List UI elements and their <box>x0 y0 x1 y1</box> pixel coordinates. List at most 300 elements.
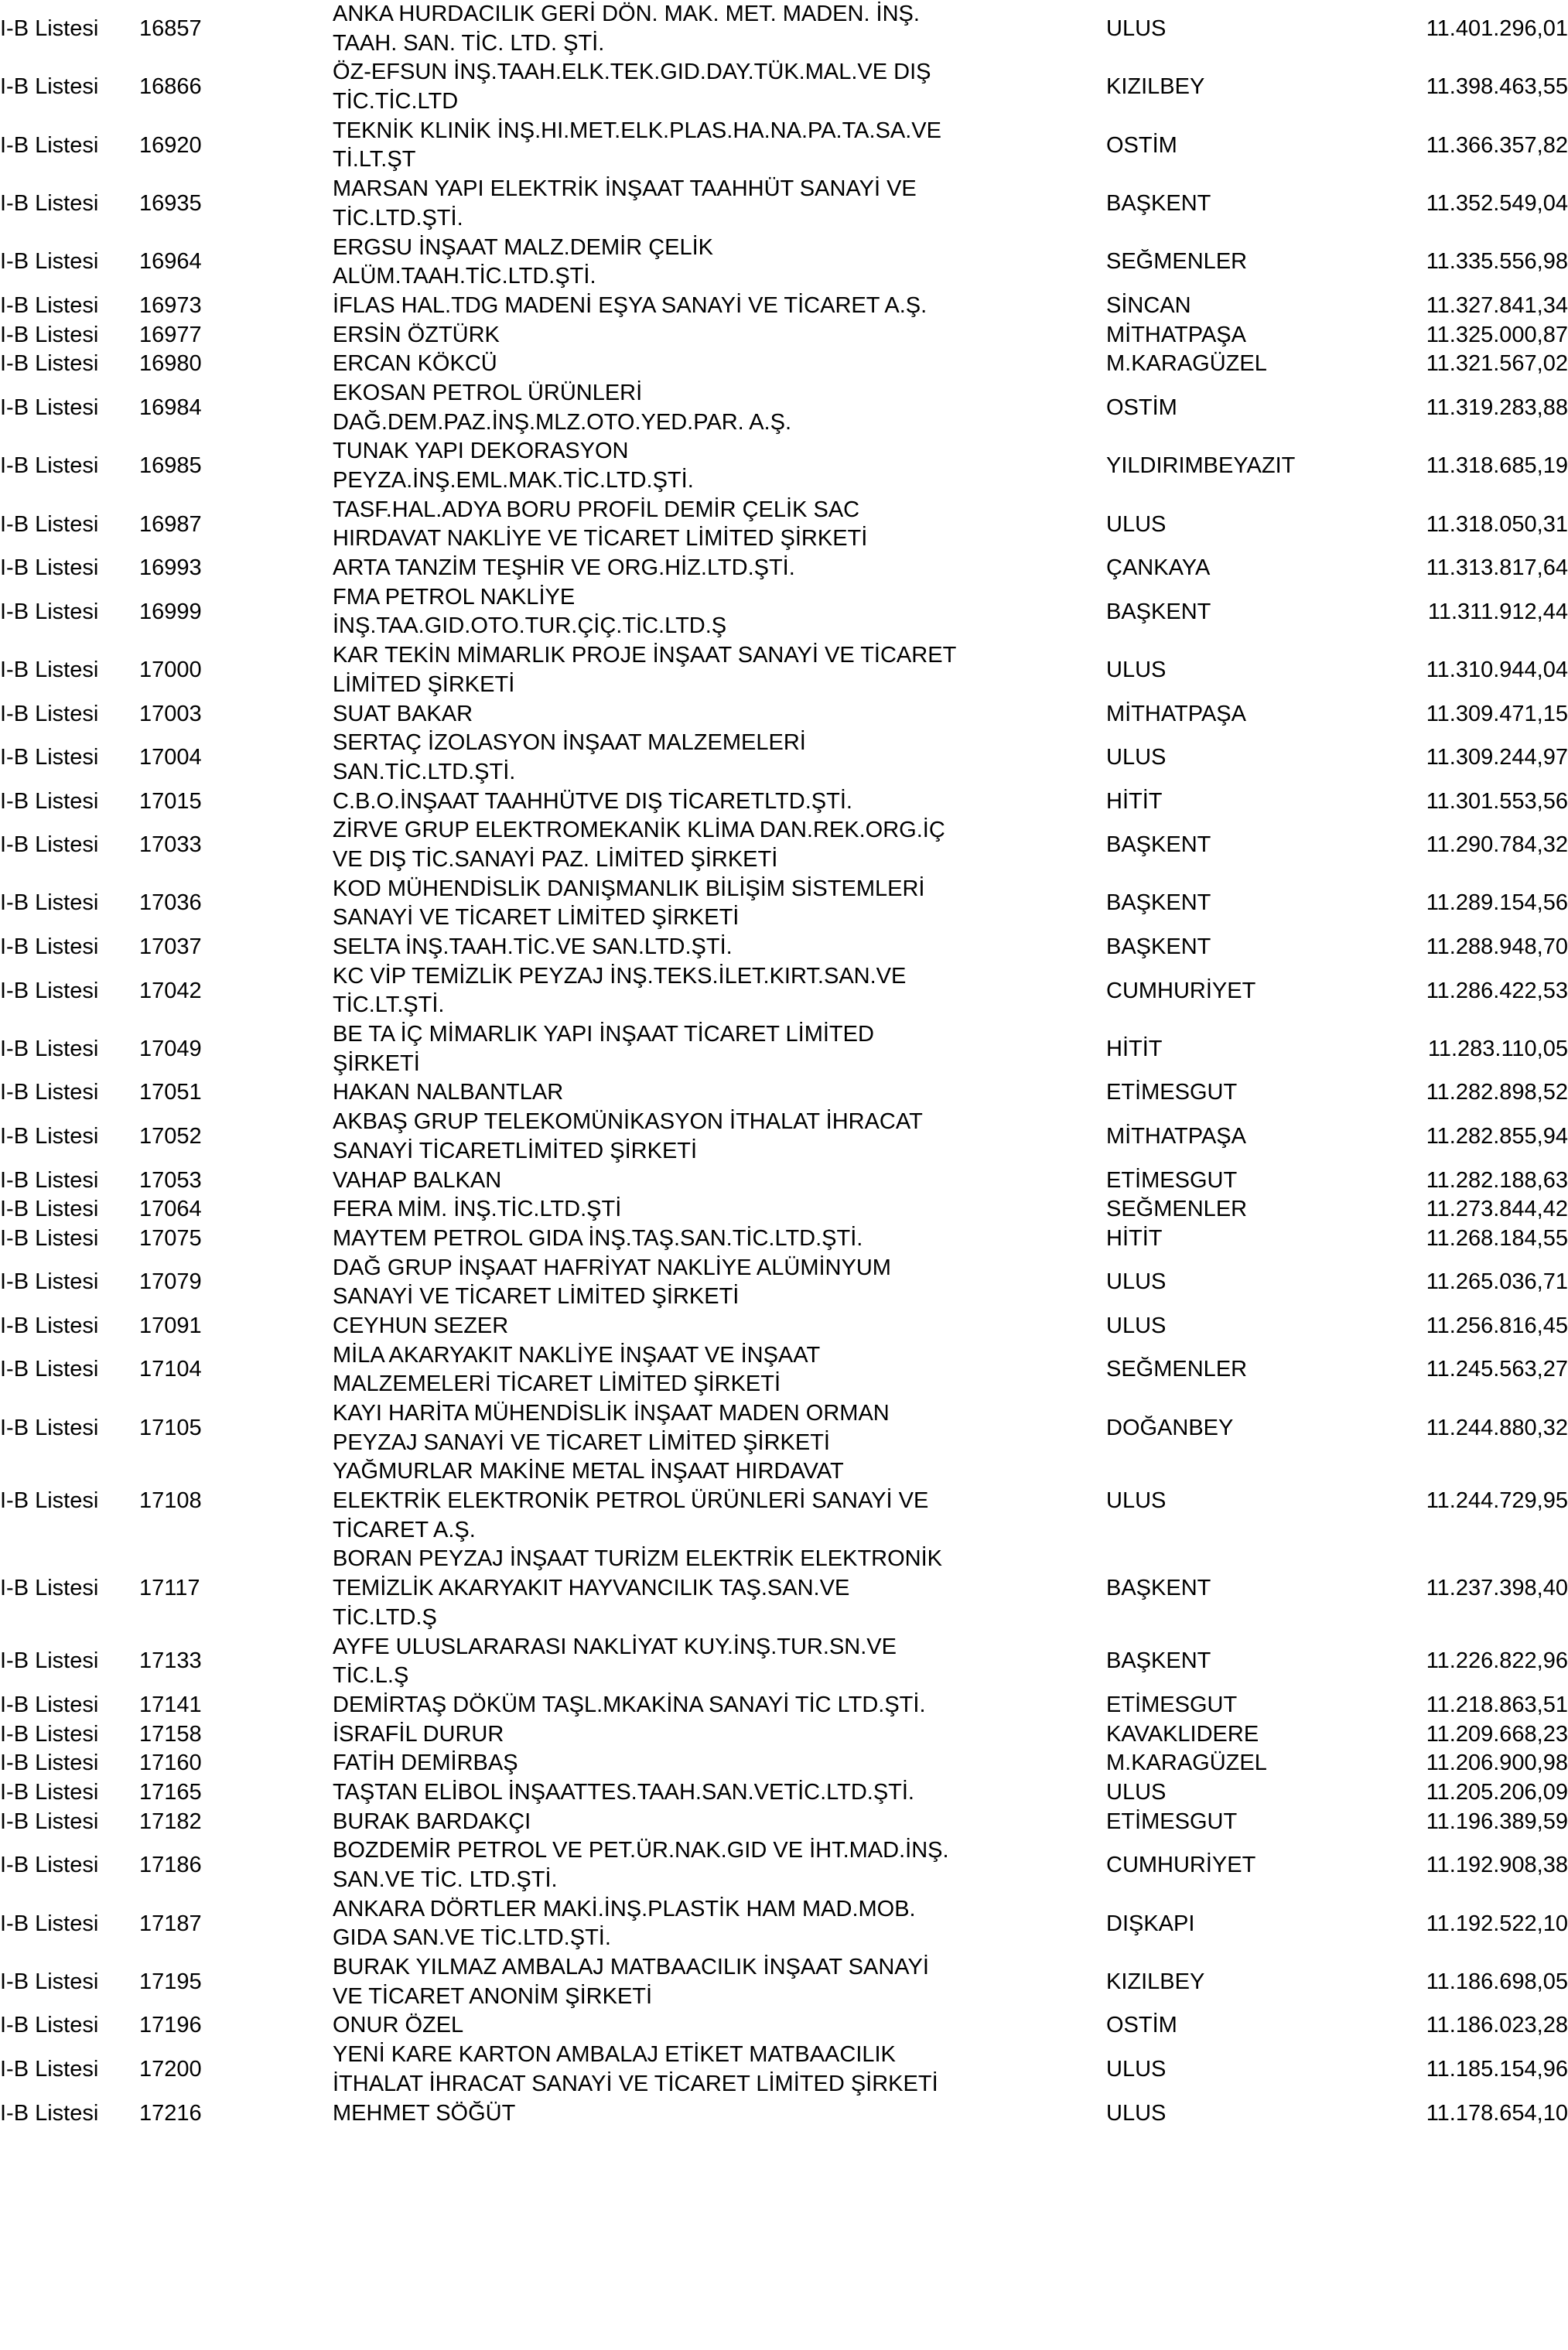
cell-sequence-no: 17141 <box>139 1692 202 1717</box>
taxpayer-name-lines <box>333 1720 1106 1750</box>
cell-sequence-no: 17186 <box>139 1853 202 1878</box>
taxpayer-name-line: DEMİRTAŞ DÖKÜM TAŞL.MKAKİNA SANAYİ TİC LTD.ŞTİ. <box>333 1692 926 1717</box>
cell-list-name: I-B Listesi <box>0 745 99 770</box>
cell-amount: 11.318.685,19 <box>1426 453 1568 479</box>
cell-amount: 11.265.036,71 <box>1426 1269 1568 1295</box>
cell-list-name: I-B Listesi <box>0 322 99 347</box>
cell-amount: 11.309.244,97 <box>1426 745 1568 770</box>
cell-list-name: I-B Listesi <box>0 1415 99 1440</box>
taxpayer-name-lines <box>333 554 1106 583</box>
cell-taxpayer-name <box>333 1108 1106 1166</box>
taxpayer-name-lines <box>333 729 1106 787</box>
cell-taxpayer-name <box>333 875 1106 933</box>
taxpayer-name-lines <box>333 1166 1106 1196</box>
taxpayer-name-line: İSRAFİL DURUR <box>333 1721 504 1747</box>
taxpayer-name-line: SANAYİ VE TİCARET LİMİTED ŞİRKETİ <box>333 905 740 931</box>
taxpayer-name-lines <box>333 175 1106 233</box>
cell-sequence-no: 17033 <box>139 832 202 858</box>
taxpayer-name-line: LİMİTED ŞİRKETİ <box>333 671 515 697</box>
cell-amount: 11.286.422,53 <box>1426 978 1568 1003</box>
cell-amount: 11.256.816,45 <box>1426 1313 1568 1338</box>
taxpayer-name-line: MALZEMELERİ TİCARET LİMİTED ŞİRKETİ <box>333 1371 781 1397</box>
cell-sequence-no: 17105 <box>139 1415 202 1440</box>
taxpayer-name-line: FMA PETROL NAKLİYE <box>333 584 576 610</box>
cell-tax-office: ÇANKAYA <box>1106 555 1211 581</box>
taxpayer-name-line: KOD MÜHENDİSLİK DANIŞMANLIK BİLİŞİM SİSTEMLERİ <box>333 876 925 901</box>
cell-amount: 11.288.948,70 <box>1426 934 1568 959</box>
cell-taxpayer-name <box>333 2011 1106 2041</box>
cell-taxpayer-name <box>333 729 1106 787</box>
cell-tax-office: ETİMESGUT <box>1106 1692 1238 1717</box>
taxpayer-name-line: KAYI HARİTA MÜHENDİSLİK İNŞAAT MADEN ORMAN <box>333 1401 890 1426</box>
taxpayer-name-line: TİC.LTD.ŞTİ. <box>333 205 463 231</box>
taxpayer-name-lines <box>333 1399 1106 1457</box>
cell-taxpayer-name <box>333 1399 1106 1457</box>
cell-taxpayer-name <box>333 816 1106 874</box>
cell-tax-office: CUMHURİYET <box>1106 1853 1256 1878</box>
cell-sequence-no: 17042 <box>139 978 202 1003</box>
cell-sequence-no: 16999 <box>139 599 202 624</box>
taxpayer-name-line: TİC.L.Ş <box>333 1663 409 1689</box>
cell-taxpayer-name <box>333 1691 1106 1720</box>
taxpayer-name-line: HAKAN NALBANTLAR <box>333 1080 564 1105</box>
cell-amount: 11.192.908,38 <box>1426 1853 1568 1878</box>
table-row <box>0 933 1568 962</box>
cell-list-name: I-B Listesi <box>0 1969 99 1994</box>
taxpayer-name-line: SANAYİ TİCARETLİMİTED ŞİRKETİ <box>333 1138 698 1163</box>
cell-taxpayer-name <box>333 1749 1106 1778</box>
cell-amount: 11.283.110,05 <box>1427 1036 1568 1061</box>
cell-taxpayer-name <box>333 1457 1106 1545</box>
cell-amount: 11.268.184,55 <box>1426 1225 1568 1251</box>
table-row <box>0 2011 1568 2041</box>
cell-tax-office: MİTHATPAŞA <box>1106 701 1246 726</box>
cell-sequence-no: 17049 <box>139 1036 202 1061</box>
cell-amount: 11.209.668,23 <box>1426 1721 1568 1747</box>
taxpayer-name-lines <box>333 292 1106 321</box>
cell-sequence-no: 16993 <box>139 555 202 581</box>
taxpayer-name-line: ANKA HURDACILIK GERİ DÖN. MAK. MET. MADEN. İNŞ. <box>333 2 920 26</box>
taxpayer-name-line: ERSİN ÖZTÜRK <box>333 322 500 347</box>
cell-amount: 11.185.154,96 <box>1426 2056 1568 2082</box>
cell-taxpayer-name <box>333 1953 1106 2011</box>
cell-sequence-no: 16985 <box>139 453 202 479</box>
taxpayer-name-line: SANAYİ VE TİCARET LİMİTED ŞİRKETİ <box>333 1284 740 1310</box>
taxpayer-name-line: MARSAN YAPI ELEKTRİK İNŞAAT TAAHHÜT SANAYİ VE <box>333 176 917 202</box>
table-row <box>0 117 1568 175</box>
taxpayer-name-line: SAN.VE TİC. LTD.ŞTİ. <box>333 1867 558 1892</box>
taxpayer-name-line: AYFE ULUSLARARASI NAKLİYAT KUY.İNŞ.TUR.SN.VE <box>333 1634 897 1659</box>
taxpayer-name-lines <box>333 787 1106 817</box>
cell-list-name: I-B Listesi <box>0 657 99 682</box>
cell-tax-office: M.KARAGÜZEL <box>1106 1751 1267 1776</box>
cell-sequence-no: 17200 <box>139 2056 202 2082</box>
cell-list-name: I-B Listesi <box>0 599 99 624</box>
table-row <box>0 350 1568 379</box>
cell-tax-office: SİNCAN <box>1106 292 1191 318</box>
cell-list-name: I-B Listesi <box>0 1576 99 1601</box>
taxpayer-name-line: AKBAŞ GRUP TELEKOMÜNİKASYON İTHALAT İHRACAT <box>333 1109 923 1135</box>
cell-sequence-no: 16984 <box>139 395 202 420</box>
cell-tax-office: HİTİT <box>1106 1036 1163 1061</box>
taxpayer-name-line: PEYZAJ SANAYİ VE TİCARET LİMİTED ŞİRKETİ <box>333 1429 830 1455</box>
cell-amount: 11.318.050,31 <box>1426 511 1568 537</box>
cell-taxpayer-name <box>333 379 1106 437</box>
cell-list-name: I-B Listesi <box>0 132 99 158</box>
cell-list-name: I-B Listesi <box>0 1692 99 1717</box>
cell-tax-office: KIZILBEY <box>1106 1969 1205 1994</box>
table-row <box>0 700 1568 729</box>
taxpayer-name-line: TAAH. SAN. TİC. LTD. ŞTİ. <box>333 30 605 56</box>
cell-sequence-no: 17037 <box>139 934 202 959</box>
taxpayer-name-line: VE TİCARET ANONİM ŞİRKETİ <box>333 1983 653 2009</box>
taxpayer-name-lines <box>333 234 1106 292</box>
cell-taxpayer-name <box>333 117 1106 175</box>
cell-list-name: I-B Listesi <box>0 292 99 318</box>
table-row <box>0 1633 1568 1691</box>
cell-amount: 11.192.522,10 <box>1426 1911 1568 1936</box>
cell-amount: 11.205.206,09 <box>1426 1779 1568 1805</box>
cell-amount: 11.196.389,59 <box>1426 1809 1568 1834</box>
table-row <box>0 1312 1568 1341</box>
table-row <box>0 875 1568 933</box>
cell-list-name: I-B Listesi <box>0 978 99 1003</box>
taxpayer-name-lines <box>333 379 1106 437</box>
cell-sequence-no: 17216 <box>139 2100 202 2126</box>
taxpayer-name-lines <box>333 58 1106 116</box>
cell-sequence-no: 16866 <box>139 74 202 100</box>
cell-amount: 11.401.296,01 <box>1426 15 1568 41</box>
table-row <box>0 816 1568 874</box>
taxpayer-name-line: TİCARET A.Ş. <box>333 1517 476 1542</box>
cell-amount: 11.282.898,52 <box>1426 1080 1568 1105</box>
taxpayer-name-line: DAĞ GRUP İNŞAAT HAFRİYAT NAKLİYE ALÜMİNYUM <box>333 1255 891 1280</box>
cell-sequence-no: 16973 <box>139 292 202 318</box>
cell-sequence-no: 17195 <box>139 1969 202 1994</box>
table-row <box>0 437 1568 495</box>
cell-list-name: I-B Listesi <box>0 1269 99 1295</box>
cell-amount: 11.313.817,64 <box>1426 555 1568 581</box>
table-row <box>0 1399 1568 1457</box>
cell-sequence-no: 17187 <box>139 1911 202 1936</box>
cell-amount: 11.289.154,56 <box>1426 890 1568 916</box>
cell-amount: 11.398.463,55 <box>1426 74 1568 100</box>
cell-sequence-no: 17052 <box>139 1123 202 1149</box>
cell-taxpayer-name <box>333 2099 1106 2129</box>
cell-taxpayer-name <box>333 58 1106 116</box>
cell-tax-office: BAŞKENT <box>1106 190 1211 216</box>
cell-sequence-no: 17196 <box>139 2013 202 2038</box>
cell-amount: 11.237.398,40 <box>1426 1576 1568 1601</box>
cell-list-name: I-B Listesi <box>0 1197 99 1222</box>
cell-tax-office: KIZILBEY <box>1106 74 1205 100</box>
cell-list-name: I-B Listesi <box>0 1357 99 1382</box>
cell-list-name: I-B Listesi <box>0 1225 99 1251</box>
cell-amount: 11.310.944,04 <box>1426 657 1568 682</box>
taxpayer-name-line: ARTA TANZİM TEŞHİR VE ORG.HİZ.LTD.ŞTİ. <box>333 555 795 581</box>
taxpayer-name-line: FERA MİM. İNŞ.TİC.LTD.ŞTİ <box>333 1197 622 1222</box>
table-row <box>0 1166 1568 1196</box>
cell-amount: 11.273.844,42 <box>1426 1197 1568 1222</box>
taxpayer-name-lines <box>333 1808 1106 1837</box>
cell-tax-office: ULUS <box>1106 2100 1167 2126</box>
taxpayer-name-line: ZİRVE GRUP ELEKTROMEKANİK KLİMA DAN.REK.ORG.İÇ <box>333 818 945 843</box>
cell-taxpayer-name <box>333 1225 1106 1254</box>
taxpayer-name-lines <box>333 1457 1106 1545</box>
cell-sequence-no: 17165 <box>139 1779 202 1805</box>
taxpayer-name-lines <box>333 1778 1106 1808</box>
cell-list-name: I-B Listesi <box>0 890 99 916</box>
table-row <box>0 321 1568 350</box>
cell-amount: 11.311.912,44 <box>1427 599 1568 624</box>
taxpayer-name-lines <box>333 1691 1106 1720</box>
taxpayer-name-line: SAN.TİC.LTD.ŞTİ. <box>333 759 516 784</box>
cell-sequence-no: 17160 <box>139 1751 202 1776</box>
cell-sequence-no: 17182 <box>139 1809 202 1834</box>
taxpayer-name-line: HIRDAVAT NAKLİYE VE TİCARET LİMİTED ŞİRKETİ <box>333 526 868 552</box>
table-row <box>0 1778 1568 1808</box>
taxpayer-name-line: BOZDEMİR PETROL VE PET.ÜR.NAK.GID VE İHT.MAD.İNŞ. <box>333 1838 949 1863</box>
cell-list-name: I-B Listesi <box>0 2100 99 2126</box>
table-row <box>0 1195 1568 1225</box>
taxpayer-name-lines <box>333 816 1106 874</box>
taxpayer-name-line: TAŞTAN ELİBOL İNŞAATTES.TAAH.SAN.VETİC.LTD.ŞTİ. <box>333 1779 914 1805</box>
cell-taxpayer-name <box>333 234 1106 292</box>
cell-sequence-no: 17117 <box>139 1576 200 1601</box>
cell-list-name: I-B Listesi <box>0 1167 99 1193</box>
cell-tax-office: ETİMESGUT <box>1106 1080 1238 1105</box>
cell-taxpayer-name <box>333 496 1106 554</box>
cell-amount: 11.335.556,98 <box>1426 249 1568 275</box>
taxpayer-name-lines <box>333 496 1106 554</box>
table-row <box>0 292 1568 321</box>
taxpayer-name-line: DAĞ.DEM.PAZ.İNŞ.MLZ.OTO.YED.PAR. A.Ş. <box>333 409 791 435</box>
taxpayer-name-line: VE DIŞ TİC.SANAYİ PAZ. LİMİTED ŞİRKETİ <box>333 846 778 872</box>
cell-tax-office: ULUS <box>1106 511 1167 537</box>
taxpayer-name-lines <box>333 962 1106 1020</box>
cell-amount: 11.178.654,10 <box>1426 2100 1568 2126</box>
cell-taxpayer-name <box>333 787 1106 817</box>
cell-taxpayer-name <box>333 1254 1106 1312</box>
table-row <box>0 1953 1568 2011</box>
cell-tax-office: OSTİM <box>1106 395 1177 420</box>
cell-sequence-no: 17091 <box>139 1313 202 1338</box>
cell-list-name: I-B Listesi <box>0 1809 99 1834</box>
cell-list-name: I-B Listesi <box>0 15 99 41</box>
cell-tax-office: BAŞKENT <box>1106 832 1211 858</box>
taxpayer-name-lines <box>333 321 1106 350</box>
cell-sequence-no: 17003 <box>139 701 202 726</box>
cell-list-name: I-B Listesi <box>0 788 99 814</box>
taxpayer-name-lines <box>333 0 1106 58</box>
cell-tax-office: ULUS <box>1106 2056 1167 2082</box>
cell-sequence-no: 17004 <box>139 745 202 770</box>
table-row <box>0 1895 1568 1953</box>
cell-tax-office: ULUS <box>1106 1779 1167 1805</box>
table-row <box>0 175 1568 233</box>
cell-list-name: I-B Listesi <box>0 2013 99 2038</box>
taxpayer-name-line: EKOSAN PETROL ÜRÜNLERİ <box>333 380 643 405</box>
cell-list-name: I-B Listesi <box>0 1123 99 1149</box>
taxpayer-name-lines <box>333 875 1106 933</box>
cell-list-name: I-B Listesi <box>0 249 99 275</box>
taxpayer-name-line: TEMİZLİK AKARYAKIT HAYVANCILIK TAŞ.SAN.VE <box>333 1576 850 1601</box>
taxpayer-name-lines <box>333 583 1106 641</box>
cell-tax-office: MİTHATPAŞA <box>1106 322 1246 347</box>
cell-sequence-no: 17108 <box>139 1488 202 1514</box>
cell-taxpayer-name <box>333 700 1106 729</box>
cell-amount: 11.282.188,63 <box>1426 1167 1568 1193</box>
cell-amount: 11.327.841,34 <box>1426 292 1568 318</box>
cell-sequence-no: 17104 <box>139 1357 202 1382</box>
cell-list-name: I-B Listesi <box>0 351 99 377</box>
cell-taxpayer-name <box>333 641 1106 699</box>
cell-list-name: I-B Listesi <box>0 511 99 537</box>
cell-amount: 11.186.698,05 <box>1426 1969 1568 1994</box>
cell-tax-office: MİTHATPAŞA <box>1106 1123 1246 1149</box>
taxpayer-name-line: BURAK YILMAZ AMBALAJ MATBAACILIK İNŞAAT SANAYİ <box>333 1955 929 1980</box>
cell-taxpayer-name <box>333 933 1106 962</box>
cell-tax-office: M.KARAGÜZEL <box>1106 351 1267 377</box>
cell-tax-office: SEĞMENLER <box>1106 1357 1248 1382</box>
cell-sequence-no: 16987 <box>139 511 202 537</box>
cell-list-name: I-B Listesi <box>0 1911 99 1936</box>
cell-list-name: I-B Listesi <box>0 1488 99 1514</box>
cell-list-name: I-B Listesi <box>0 1080 99 1105</box>
cell-taxpayer-name <box>333 1078 1106 1108</box>
taxpayer-name-line: YENİ KARE KARTON AMBALAJ ETİKET MATBAACILIK <box>333 2042 896 2068</box>
cell-list-name: I-B Listesi <box>0 832 99 858</box>
table-row <box>0 2041 1568 2099</box>
cell-tax-office: SEĞMENLER <box>1106 1197 1248 1222</box>
taxpayer-name-line: MEHMET SÖĞÜT <box>333 2100 516 2126</box>
table-row <box>0 554 1568 583</box>
cell-taxpayer-name <box>333 1895 1106 1953</box>
cell-tax-office: ULUS <box>1106 657 1167 682</box>
cell-taxpayer-name <box>333 1312 1106 1341</box>
table-row <box>0 1749 1568 1778</box>
cell-list-name: I-B Listesi <box>0 1779 99 1805</box>
table-row <box>0 1836 1568 1894</box>
taxpayer-name-line: ANKARA DÖRTLER MAKİ.İNŞ.PLASTİK HAM MAD.MOB. <box>333 1896 916 1921</box>
taxpayer-name-lines <box>333 641 1106 699</box>
taxpayer-name-line: SUAT BAKAR <box>333 701 473 726</box>
cell-sequence-no: 16857 <box>139 15 202 41</box>
taxpayer-name-line: GIDA SAN.VE TİC.LTD.ŞTİ. <box>333 1925 611 1951</box>
cell-tax-office: ULUS <box>1106 1269 1167 1295</box>
table-row <box>0 1545 1568 1632</box>
cell-list-name: I-B Listesi <box>0 74 99 100</box>
cell-tax-office: ULUS <box>1106 745 1167 770</box>
cell-list-name: I-B Listesi <box>0 1853 99 1878</box>
taxpayer-name-line: SERTAÇ İZOLASYON İNŞAAT MALZEMELERİ <box>333 730 806 756</box>
cell-taxpayer-name <box>333 962 1106 1020</box>
table-row <box>0 234 1568 292</box>
table-row <box>0 729 1568 787</box>
cell-amount: 11.366.357,82 <box>1426 132 1568 158</box>
taxpayer-name-lines <box>333 2099 1106 2129</box>
table-row <box>0 0 1568 58</box>
taxpayer-name-line: BORAN PEYZAJ İNŞAAT TURİZM ELEKTRİK ELEKTRONİK <box>333 1546 942 1572</box>
taxpayer-name-line: İFLAS HAL.TDG MADENİ EŞYA SANAYİ VE TİCARET A.Ş. <box>333 292 927 318</box>
cell-tax-office: YILDIRIMBEYAZIT <box>1106 453 1296 479</box>
table-row <box>0 1020 1568 1078</box>
cell-amount: 11.245.563,27 <box>1426 1357 1568 1382</box>
table-row <box>0 496 1568 554</box>
cell-tax-office: HİTİT <box>1106 788 1163 814</box>
cell-taxpayer-name <box>333 1195 1106 1225</box>
taxpayer-name-line: ERCAN KÖKCÜ <box>333 351 497 377</box>
taxpayer-name-lines <box>333 1254 1106 1312</box>
table-row <box>0 1254 1568 1312</box>
cell-list-name: I-B Listesi <box>0 701 99 726</box>
cell-list-name: I-B Listesi <box>0 2056 99 2082</box>
taxpayer-name-line: KC VİP TEMİZLİK PEYZAJ İNŞ.TEKS.İLET.KIRT.SAN.VE <box>333 963 907 989</box>
cell-tax-office: BAŞKENT <box>1106 1648 1211 1674</box>
cell-sequence-no: 16964 <box>139 249 202 275</box>
taxpayer-name-lines <box>333 1633 1106 1691</box>
cell-sequence-no: 17015 <box>139 788 202 814</box>
cell-sequence-no: 17036 <box>139 890 202 916</box>
taxpayer-name-lines <box>333 1836 1106 1894</box>
cell-taxpayer-name <box>333 350 1106 379</box>
cell-taxpayer-name <box>333 554 1106 583</box>
cell-taxpayer-name <box>333 292 1106 321</box>
cell-taxpayer-name <box>333 1633 1106 1691</box>
cell-taxpayer-name <box>333 1341 1106 1399</box>
cell-taxpayer-name <box>333 583 1106 641</box>
cell-tax-office: ULUS <box>1106 1313 1167 1338</box>
table-row <box>0 58 1568 116</box>
cell-sequence-no: 16920 <box>139 132 202 158</box>
cell-taxpayer-name <box>333 2041 1106 2099</box>
cell-list-name: I-B Listesi <box>0 453 99 479</box>
taxpayer-name-lines <box>333 350 1106 379</box>
cell-tax-office: OSTİM <box>1106 132 1177 158</box>
cell-sequence-no: 17064 <box>139 1197 202 1222</box>
cell-list-name: I-B Listesi <box>0 395 99 420</box>
cell-tax-office: KAVAKLIDERE <box>1106 1721 1259 1747</box>
cell-taxpayer-name <box>333 175 1106 233</box>
cell-tax-office: HİTİT <box>1106 1225 1163 1251</box>
cell-tax-office: OSTİM <box>1106 2013 1177 2038</box>
cell-taxpayer-name <box>333 321 1106 350</box>
table-row <box>0 1225 1568 1254</box>
cell-taxpayer-name <box>333 1166 1106 1196</box>
table-row <box>0 1078 1568 1108</box>
taxpayer-name-lines <box>333 437 1106 495</box>
cell-sequence-no: 17000 <box>139 657 202 682</box>
cell-sequence-no: 17051 <box>139 1080 202 1105</box>
cell-amount: 11.244.729,95 <box>1426 1488 1568 1514</box>
cell-sequence-no: 16977 <box>139 322 202 347</box>
cell-list-name: I-B Listesi <box>0 1036 99 1061</box>
taxpayer-name-lines <box>333 1108 1106 1166</box>
cell-taxpayer-name <box>333 1778 1106 1808</box>
taxpayer-name-line: Tİ.LT.ŞT <box>333 147 416 172</box>
cell-list-name: I-B Listesi <box>0 934 99 959</box>
cell-amount: 11.325.000,87 <box>1426 322 1568 347</box>
cell-amount: 11.290.784,32 <box>1426 832 1568 858</box>
cell-amount: 11.282.855,94 <box>1426 1123 1568 1149</box>
cell-tax-office: ETİMESGUT <box>1106 1167 1238 1193</box>
taxpayer-name-line: VAHAP BALKAN <box>333 1167 502 1193</box>
taxpayer-name-line: ÖZ-EFSUN İNŞ.TAAH.ELK.TEK.GID.DAY.TÜK.MAL.VE DIŞ <box>333 60 931 85</box>
table-row <box>0 1808 1568 1837</box>
cell-amount: 11.244.880,32 <box>1426 1415 1568 1440</box>
taxpayer-name-lines <box>333 2041 1106 2099</box>
taxpayer-name-line: ALÜM.TAAH.TİC.LTD.ŞTİ. <box>333 264 596 289</box>
